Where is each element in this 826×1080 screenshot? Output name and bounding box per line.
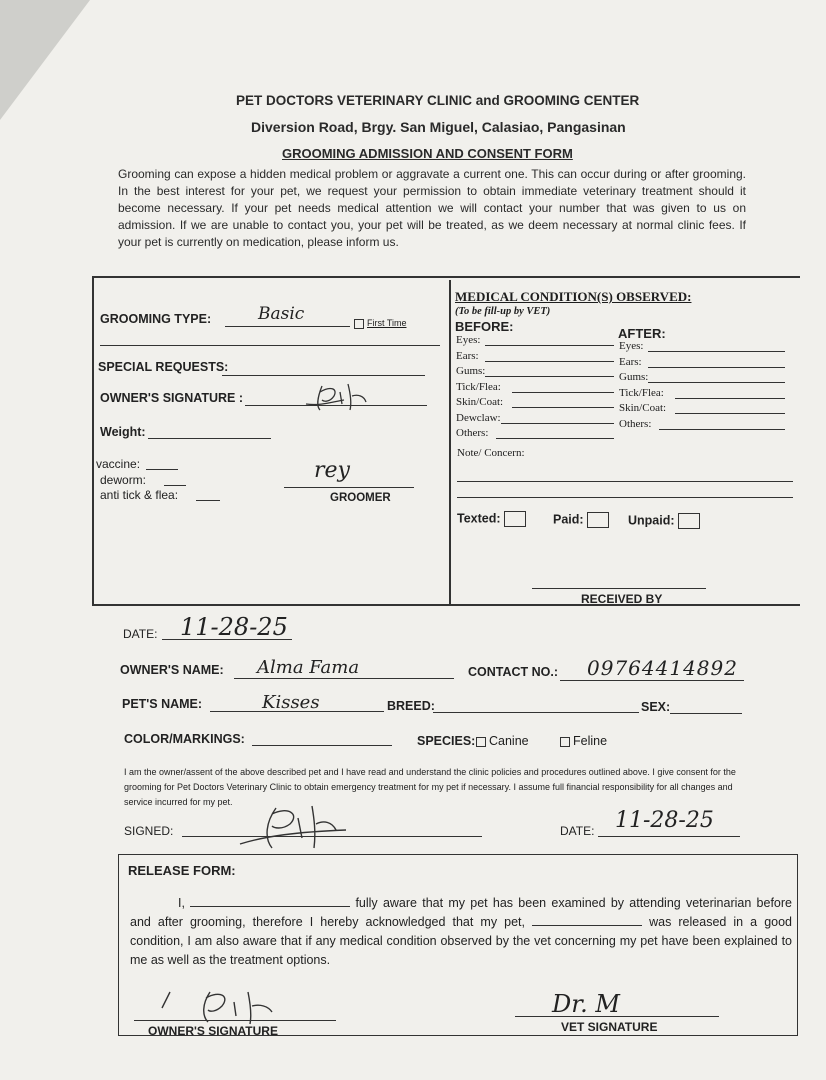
before-label: BEFORE:	[455, 319, 514, 334]
paid-label: Paid:	[553, 512, 584, 527]
contact-value[interactable]: 09764414892	[587, 656, 738, 680]
pet-name-label: PET'S NAME:	[122, 697, 203, 711]
after-field-line[interactable]	[648, 382, 785, 383]
antitick-line[interactable]	[196, 500, 220, 501]
clinic-address: Diversion Road, Brgy. San Miguel, Calasiao, Pangasinan	[251, 119, 626, 135]
breed-label: BREED:	[387, 699, 435, 713]
texted-box[interactable]	[504, 511, 526, 527]
note-concern-label: Note/ Concern:	[457, 447, 525, 459]
pet-name-value[interactable]: Kisses	[262, 692, 320, 713]
release-pet-name-blank[interactable]	[532, 925, 642, 926]
antitick-label: anti tick & flea:	[100, 488, 179, 502]
before-field-line[interactable]	[485, 361, 614, 362]
weight-label: Weight:	[100, 425, 146, 439]
vaccine-label: vaccine:	[96, 457, 141, 471]
signed-signature-mark	[236, 800, 356, 856]
color-markings-label: COLOR/MARKINGS:	[124, 732, 245, 746]
folded-corner	[0, 0, 90, 120]
after-label: AFTER:	[618, 326, 666, 341]
clinic-name: PET DOCTORS VETERINARY CLINIC and GROOMING CENTER	[236, 93, 640, 108]
release-text-3: was released in a good condition, I am also aware that if any medical condition observed by the vet concerning my pet have been explained to me as well as the treatment options.	[130, 915, 793, 967]
texted-checkbox[interactable]	[457, 511, 526, 527]
owner-name-value[interactable]: Alma Fama	[257, 657, 360, 678]
sex-line[interactable]	[670, 713, 742, 714]
feline-label: Feline	[573, 734, 608, 748]
before-field-label: Skin/Coat:	[456, 396, 504, 408]
before-field-line[interactable]	[501, 423, 614, 424]
after-field-label: Tick/Flea:	[619, 386, 664, 399]
first-time-label: First Time	[367, 318, 407, 328]
before-field-label: Gums:	[456, 365, 486, 377]
after-field-label: Others:	[619, 417, 652, 430]
grooming-type-line-2	[100, 345, 440, 346]
date-value[interactable]: 11-28-25	[180, 613, 288, 641]
deworm-line[interactable]	[164, 485, 186, 486]
contact-line[interactable]	[560, 680, 744, 681]
box-divider	[449, 280, 451, 604]
after-field-line[interactable]	[675, 413, 785, 414]
grooming-type-value[interactable]: Basic	[258, 304, 305, 324]
sex-label: SEX:	[641, 700, 671, 714]
texted-label: Texted:	[457, 511, 501, 526]
after-field-line[interactable]	[648, 367, 785, 368]
received-by-line[interactable]	[532, 588, 706, 589]
before-field-label: Eyes:	[456, 334, 481, 346]
unpaid-box[interactable]	[678, 513, 700, 529]
release-owner-signature-line[interactable]	[134, 1020, 336, 1021]
grooming-type-line	[225, 326, 350, 327]
vaccine-line[interactable]	[146, 469, 178, 470]
owner-name-label: OWNER'S NAME:	[120, 663, 224, 677]
groomer-value: rey	[314, 458, 350, 483]
medical-condition-subtitle: (To be fill-up by VET)	[455, 306, 551, 317]
paid-box[interactable]	[587, 512, 609, 528]
consent-date-value[interactable]: 11-28-25	[615, 808, 714, 833]
breed-line[interactable]	[433, 712, 639, 713]
paid-checkbox[interactable]	[553, 512, 609, 528]
first-time-box[interactable]	[354, 319, 364, 329]
owner-name-line[interactable]	[234, 678, 454, 679]
special-requests-line[interactable]	[222, 375, 425, 376]
weight-line[interactable]	[148, 438, 271, 439]
release-form-title: RELEASE FORM:	[128, 863, 236, 878]
groomer-label: GROOMER	[330, 492, 391, 504]
unpaid-label: Unpaid:	[628, 513, 675, 528]
intro-paragraph: Grooming can expose a hidden medical problem or aggravate a current one. This can occur during or after grooming. In the best interest for your pet, we request your permission to obtain immediate veterinary treatment should it become necessary. If your pet needs medical attention we will contact your number that was given to us on admission. If we are unable to contact you, your pet will be treated, as we deem necessary at normal clinic fees. If your pet is currently on medication, please inform us.	[118, 167, 746, 249]
after-field-label: Gums:	[619, 371, 649, 383]
canine-box[interactable]	[476, 737, 486, 747]
unpaid-checkbox[interactable]	[628, 513, 700, 529]
date-label: DATE:	[123, 627, 158, 641]
feline-box[interactable]	[560, 737, 570, 747]
release-owner-name-blank[interactable]	[190, 906, 350, 907]
after-field-line[interactable]	[648, 351, 785, 352]
after-field-label: Skin/Coat:	[619, 402, 667, 414]
consent-date-label: DATE:	[560, 824, 595, 838]
color-markings-line[interactable]	[252, 745, 392, 746]
before-field-line[interactable]	[512, 392, 614, 393]
before-field-label: Ears:	[456, 349, 479, 362]
signed-label: SIGNED:	[124, 824, 174, 838]
special-requests-label: SPECIAL REQUESTS:	[98, 360, 229, 374]
before-field-line[interactable]	[485, 376, 614, 377]
after-field-line[interactable]	[675, 398, 785, 399]
consent-date-line[interactable]	[598, 836, 740, 837]
release-text-2: fully aware that my pet has been examined by attending veterinarian before and after grooming, therefore I hereby acknowledged that my pet,	[130, 896, 792, 929]
species-canine-option[interactable]	[476, 734, 529, 748]
note-line-2[interactable]	[457, 497, 793, 498]
after-field-label: Eyes:	[619, 340, 644, 352]
owner-signature-label: OWNER'S SIGNATURE :	[100, 391, 244, 405]
form-title: GROOMING ADMISSION AND CONSENT FORM	[282, 146, 573, 161]
before-field-label: Others:	[456, 427, 489, 439]
after-field-label: Ears:	[619, 355, 642, 368]
vet-signature-value: Dr. M	[552, 990, 620, 1018]
release-paragraph	[130, 894, 792, 970]
vet-signature-label: VET SIGNATURE	[561, 1020, 658, 1034]
first-time-checkbox[interactable]	[354, 318, 407, 329]
deworm-label: deworm:	[100, 473, 147, 487]
species-label: SPECIES:	[417, 734, 476, 748]
before-field-line[interactable]	[496, 438, 614, 439]
groomer-line[interactable]	[284, 487, 414, 488]
before-field-line[interactable]	[485, 345, 614, 346]
before-field-label: Dewclaw:	[456, 411, 501, 424]
after-field-line[interactable]	[659, 429, 785, 430]
contact-label: CONTACT NO.:	[468, 665, 559, 679]
owner-signature-mark	[300, 380, 372, 416]
canine-label: Canine	[489, 734, 529, 748]
before-field-label: Tick/Flea:	[456, 380, 501, 393]
vet-signature-line[interactable]	[515, 1016, 719, 1017]
release-owner-signature-label: OWNER'S SIGNATURE	[148, 1024, 278, 1038]
note-line-1[interactable]	[457, 481, 793, 482]
received-by-label: RECEIVED BY	[581, 592, 663, 606]
medical-condition-title: MEDICAL CONDITION(S) OBSERVED:	[455, 289, 692, 304]
grooming-type-label: GROOMING TYPE:	[100, 312, 212, 326]
release-text-1: I,	[178, 896, 191, 910]
species-feline-option[interactable]	[560, 734, 607, 748]
before-field-line[interactable]	[512, 407, 614, 408]
consent-text: I am the owner/assent of the above described pet and I have read and understand the clinic policies and procedures outlined above. I give consent for the grooming for Pet Doctors Veterinary Clinic to obtain emergency treatment for my pet if necessary. I assume full financial responsibility for all changes and service incurred for my pet.	[124, 767, 736, 807]
